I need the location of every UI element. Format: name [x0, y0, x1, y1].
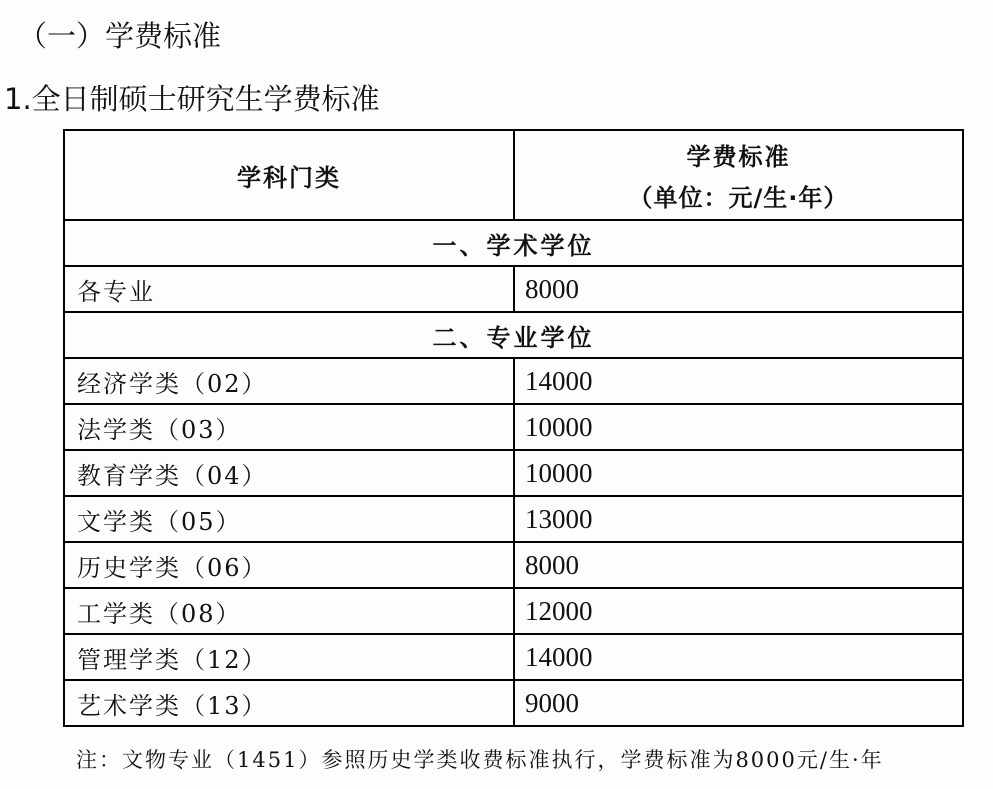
fee-cell: 8000 [514, 542, 963, 588]
header-category [64, 130, 514, 220]
tuition-table [63, 129, 964, 727]
category-cell: 教育学类（04） [64, 450, 514, 496]
table-row [64, 542, 963, 588]
table-row [64, 404, 963, 450]
group-title: 二、专业学位 [64, 312, 963, 358]
fee-cell: 9000 [514, 680, 963, 726]
category-cell: 各专业 [64, 266, 514, 312]
table-row [64, 450, 963, 496]
category-cell: 历史学类（06） [64, 542, 514, 588]
subsection-heading: 1.全日制硕士研究生学费标准 [4, 82, 380, 116]
group-row-academic [64, 220, 963, 266]
group-title: 一、学术学位 [64, 220, 963, 266]
fee-cell: 10000 [514, 404, 963, 450]
header-category-label: 学科门类 [237, 163, 341, 192]
fee-cell: 14000 [514, 358, 963, 404]
table-header-row [64, 130, 963, 220]
category-cell: 工学类（08） [64, 588, 514, 634]
table-row [64, 634, 963, 680]
group-row-professional [64, 312, 963, 358]
category-cell: 艺术学类（13） [64, 680, 514, 726]
fee-cell: 13000 [514, 496, 963, 542]
category-cell: 法学类（03） [64, 404, 514, 450]
fee-cell: 8000 [514, 266, 963, 312]
header-fee [514, 130, 963, 220]
table-row [64, 496, 963, 542]
table-row [64, 680, 963, 726]
footnote: 注：文物专业（1451）参照历史学类收费标准执行，学费标准为8000元/生·年 [76, 748, 884, 772]
header-fee-line1: 学费标准 [686, 143, 791, 171]
category-cell: 经济学类（02） [64, 358, 514, 404]
fee-cell: 12000 [514, 588, 963, 634]
category-cell: 管理学类（12） [64, 634, 514, 680]
table-row [64, 266, 963, 312]
fee-cell: 14000 [514, 634, 963, 680]
section-heading: （一）学费标准 [18, 19, 222, 53]
table-row [64, 588, 963, 634]
header-fee-unit: （单位：元/生·年） [628, 184, 849, 212]
table-row [64, 358, 963, 404]
category-cell: 文学类（05） [64, 496, 514, 542]
fee-cell: 10000 [514, 450, 963, 496]
